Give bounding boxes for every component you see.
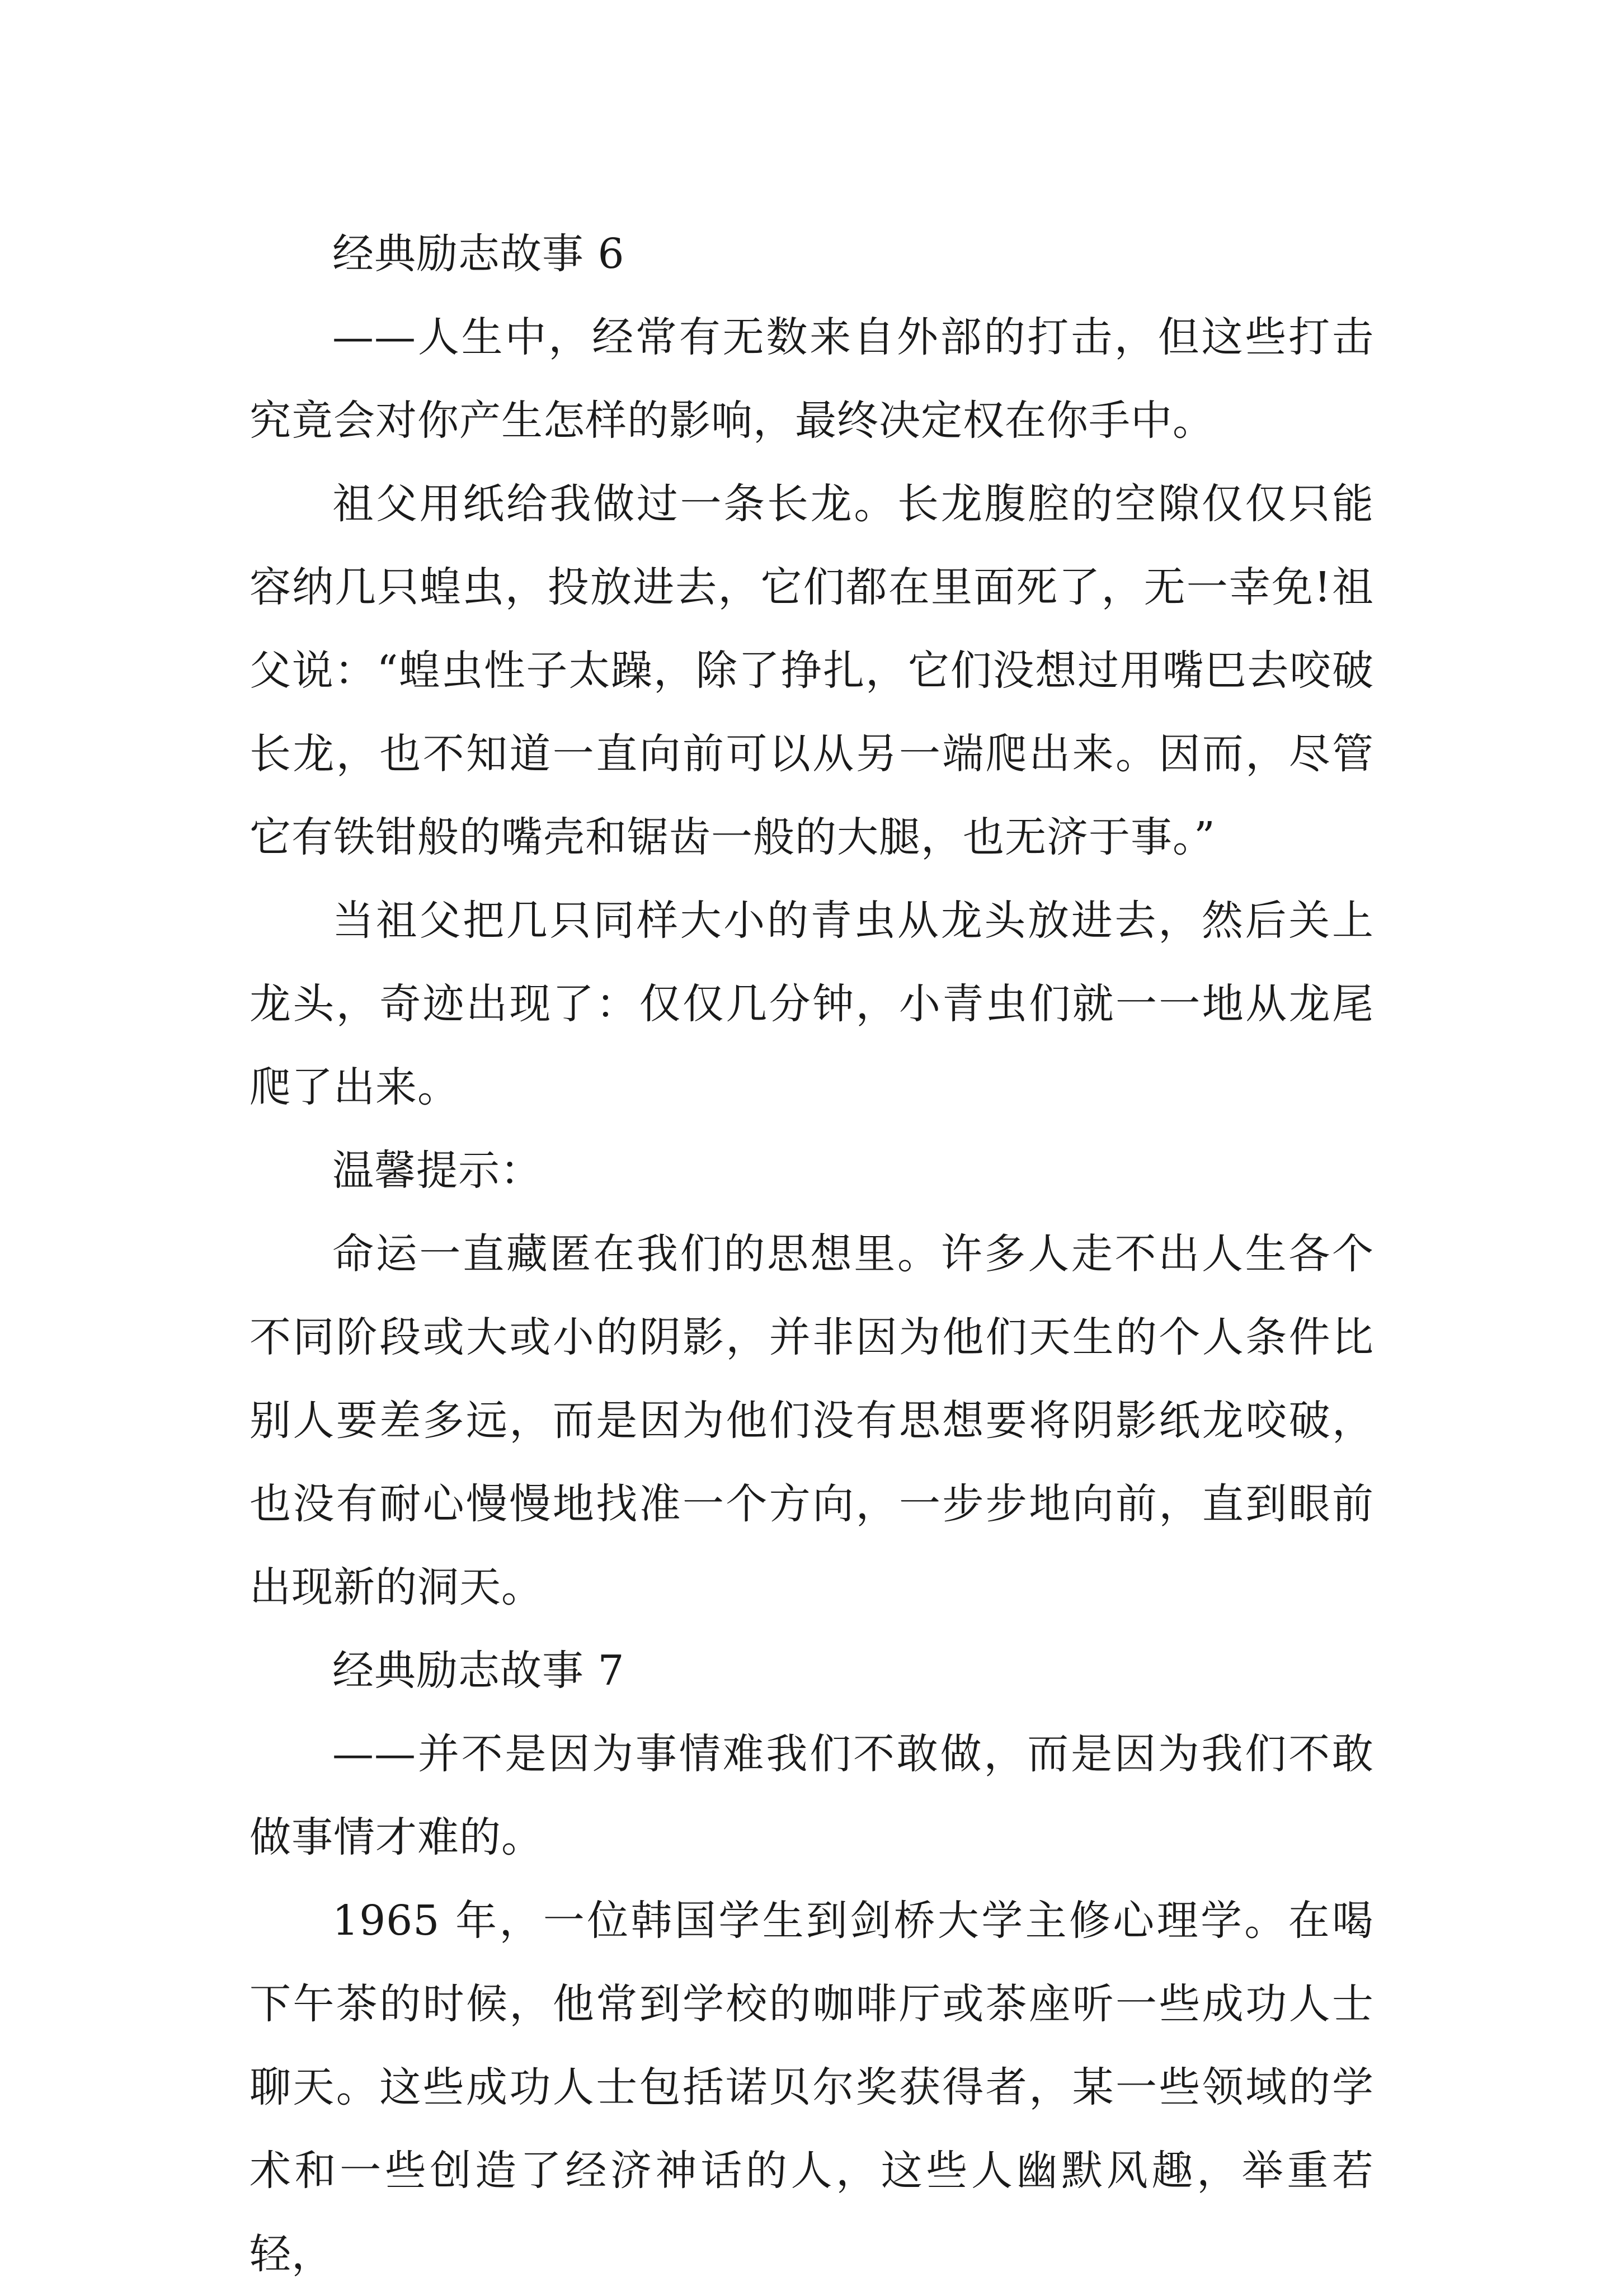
tip-heading: 温馨提示： [332, 1147, 542, 1195]
story-7-subtitle: ——并不是因为事情难我们不敢做，而是因为我们不敢做事情才难的。 [250, 1730, 1374, 1861]
story-7-title: 经典励志故事 7 [332, 1647, 625, 1695]
tip-paragraph: 命运一直藏匿在我们的思想里。许多人走不出人生各个不同阶段或大或小的阴影，并非因为他们天生的个人条件比别人要差多远，而是因为他们没有思想要将阴影纸龙咬破，也没有耐心慢慢地找准一个方向，一步步地向前，直到眼前出现新的洞天。 [250, 1230, 1374, 1611]
document-body [250, 213, 1374, 2296]
story-6-paragraph: 当祖父把几只同样大小的青虫从龙头放进去，然后关上龙头，奇迹出现了：仅仅几分钟，小青虫们就一一地从龙尾爬了出来。 [250, 897, 1374, 1111]
story-7-paragraph: 1965 年，一位韩国学生到剑桥大学主修心理学。在喝下午茶的时候，他常到学校的咖啡厅或茶座听一些成功人士聊天。这些成功人士包括诺贝尔奖获得者，某一些领域的学术和一些创造了经济神话的人，这些人幽默风趣，举重若轻， [250, 1897, 1374, 2278]
story-6-subtitle: ——人生中，经常有无数来自外部的打击，但这些打击究竟会对你产生怎样的影响，最终决定权在你手中。 [250, 313, 1374, 445]
story-6-title: 经典励志故事 6 [332, 230, 625, 278]
story-6-paragraph: 祖父用纸给我做过一条长龙。长龙腹腔的空隙仅仅只能容纳几只蝗虫，投放进去，它们都在里面死了，无一幸免!祖父说：“蝗虫性子太躁，除了挣扎，它们没想过用嘴巴去咬破长龙，也不知道一直向前可以从另一端爬出来。因而，尽管它有铁钳般的嘴壳和锯齿一般的大腿，也无济于事。” [250, 480, 1374, 861]
